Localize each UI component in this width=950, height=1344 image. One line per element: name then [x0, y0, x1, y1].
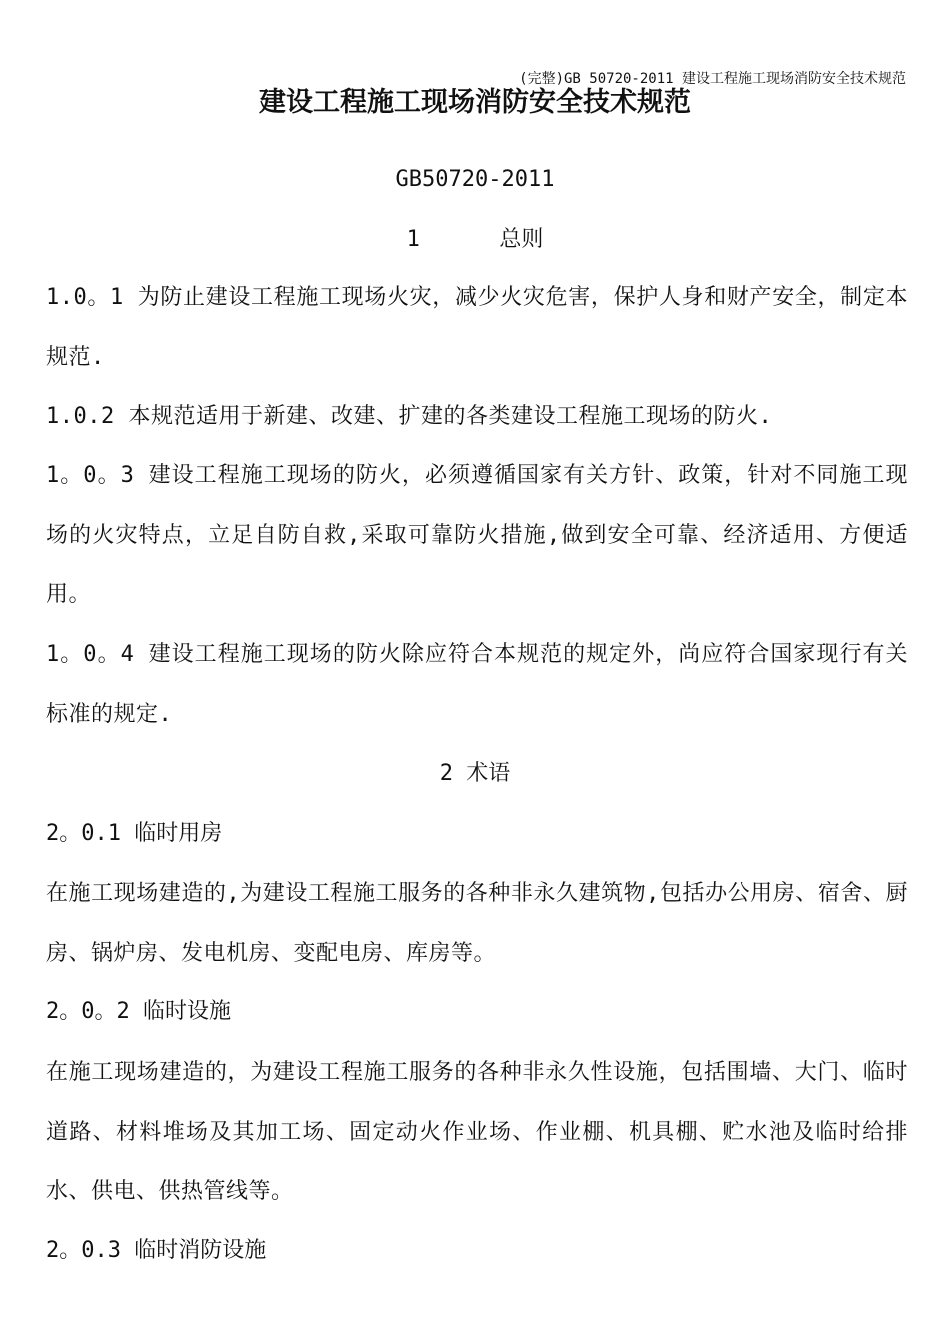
clause-1-0-3: 1。0。3 建设工程施工现场的防火，必须遵循国家有关方针、政策，针对不同施工现场的火灾特点，立足自防自救,采取可靠防火措施,做到安全可靠、经济适用、方便适用。	[46, 463, 908, 607]
term-2-0-2-heading: 2。0。2 临时设施	[46, 999, 231, 1024]
term-2-0-1-definition: 在施工现场建造的,为建设工程施工服务的各种非永久建筑物,包括办公用房、宿舍、厨房、锅炉房、发电机房、变配电房、库房等。	[46, 881, 908, 966]
chapter-1-heading: 1 总则	[406, 227, 544, 252]
running-header: (完整)GB 50720-2011 建设工程施工现场消防安全技术规范	[519, 71, 906, 87]
term-2-0-1-heading: 2。0.1 临时用房	[46, 821, 223, 846]
document-title: 建设工程施工现场消防安全技术规范	[259, 87, 691, 118]
term-2-0-2-definition: 在施工现场建造的，为建设工程施工服务的各种非永久性设施，包括围墙、大门、临时道路、材料堆场及其加工场、固定动火作业场、作业棚、机具棚、贮水池及临时给排水、供电、供热管线等。	[46, 1060, 908, 1204]
term-2-0-3-heading: 2。0.3 临时消防设施	[46, 1238, 267, 1263]
clause-1-0-4: 1。0。4 建设工程施工现场的防火除应符合本规范的规定外，尚应符合国家现行有关标准的规定.	[46, 642, 908, 727]
clause-1-0-2: 1.0.2 本规范适用于新建、改建、扩建的各类建设工程施工现场的防火.	[46, 404, 773, 429]
standard-code: GB50720-2011	[395, 167, 555, 192]
clause-1-0-1: 1.0。1 为防止建设工程施工现场火灾，减少火灾危害，保护人身和财产安全，制定本规范.	[46, 285, 908, 370]
chapter-2-heading: 2 术语	[439, 761, 511, 786]
